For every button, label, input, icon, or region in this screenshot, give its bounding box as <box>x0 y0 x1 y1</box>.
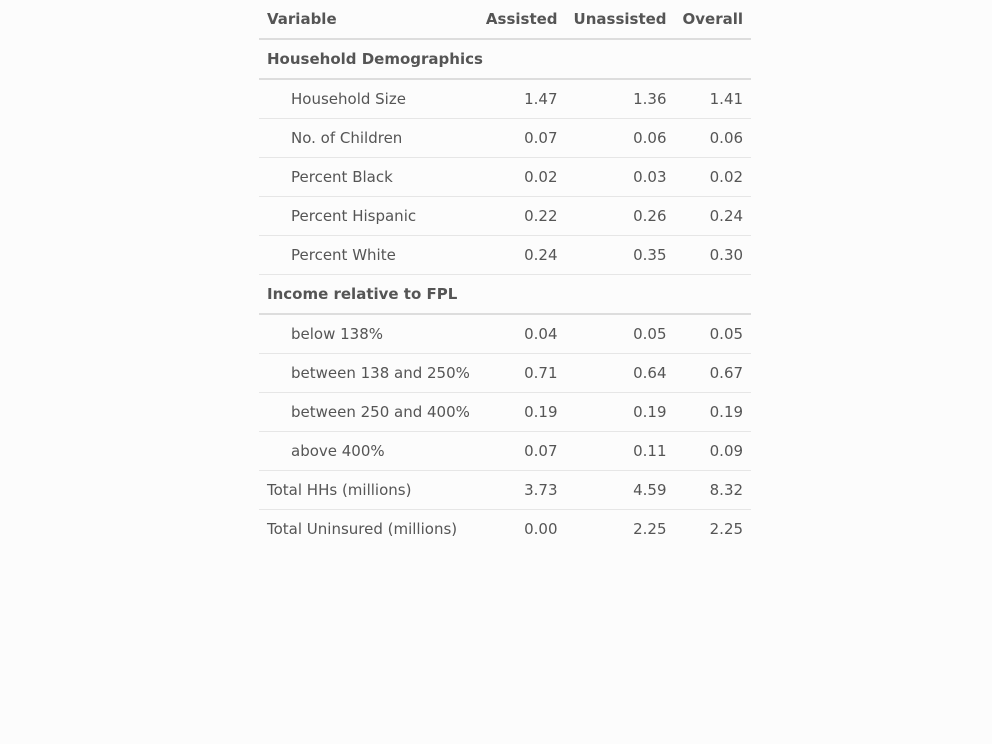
row-label: between 138 and 250% <box>259 354 478 393</box>
cell-unassisted: 0.03 <box>566 158 675 197</box>
cell-unassisted: 0.64 <box>566 354 675 393</box>
cell-assisted: 0.07 <box>478 432 566 471</box>
cell-assisted: 0.04 <box>478 314 566 354</box>
header-assisted: Assisted <box>478 0 566 39</box>
cell-overall: 0.67 <box>675 354 752 393</box>
row-label: Percent Black <box>259 158 478 197</box>
group-row-household <box>259 39 751 79</box>
cell-overall: 2.25 <box>709 520 744 538</box>
cell-assisted: 0.22 <box>478 197 566 236</box>
row-label: No. of Children <box>259 119 478 158</box>
table-row <box>259 393 751 432</box>
header-variable: Variable <box>259 0 478 39</box>
cell-assisted: 0.07 <box>478 119 566 158</box>
header-unassisted: Unassisted <box>566 0 675 39</box>
group-label-household: Household Demographics <box>259 39 751 79</box>
table-row <box>259 158 751 197</box>
cell-overall: 0.09 <box>675 432 752 471</box>
cell-assisted: 3.73 <box>478 471 566 510</box>
cell-overall: 0.02 <box>675 158 752 197</box>
table-row <box>259 79 751 119</box>
table-row <box>259 197 751 236</box>
table-row <box>259 510 751 549</box>
cell-unassisted: 0.06 <box>566 119 675 158</box>
table-row <box>259 471 751 510</box>
table-header <box>259 0 751 39</box>
cell-overall: 0.06 <box>675 119 752 158</box>
table-row <box>259 314 751 354</box>
cell-unassisted: 0.35 <box>566 236 675 275</box>
row-label: between 250 and 400% <box>259 393 478 432</box>
summary-table <box>259 0 751 548</box>
row-label: Percent Hispanic <box>259 197 478 236</box>
row-label: Total Uninsured (millions) <box>267 520 458 538</box>
header-row <box>259 0 751 39</box>
row-label: above 400% <box>259 432 478 471</box>
cell-assisted: 0.19 <box>478 393 566 432</box>
table-row <box>259 236 751 275</box>
cell-overall: 0.30 <box>675 236 752 275</box>
cell-unassisted: 0.05 <box>566 314 675 354</box>
cell-unassisted: 2.25 <box>633 520 667 538</box>
cell-assisted: 0.02 <box>478 158 566 197</box>
group-label-income: Income relative to FPL <box>259 275 751 315</box>
cell-unassisted: 1.36 <box>566 79 675 119</box>
cell-overall: 0.05 <box>675 314 752 354</box>
summary-table-container <box>259 0 744 548</box>
group-row-income <box>259 275 751 315</box>
table-row <box>259 354 751 393</box>
cell-unassisted: 0.19 <box>566 393 675 432</box>
cell-unassisted: 0.26 <box>566 197 675 236</box>
row-label: Total HHs (millions) <box>259 471 478 510</box>
cell-assisted: 0.00 <box>524 520 558 538</box>
header-overall: Overall <box>675 0 752 39</box>
table-body <box>259 39 751 548</box>
cell-overall: 1.41 <box>675 79 752 119</box>
row-label: Household Size <box>259 79 478 119</box>
table-row <box>259 432 751 471</box>
row-label: below 138% <box>259 314 478 354</box>
cell-unassisted: 4.59 <box>566 471 675 510</box>
cell-assisted: 0.24 <box>478 236 566 275</box>
cell-overall: 0.24 <box>675 197 752 236</box>
table-row <box>259 119 751 158</box>
cell-assisted: 0.71 <box>478 354 566 393</box>
cell-overall: 0.19 <box>675 393 752 432</box>
cell-unassisted: 0.11 <box>566 432 675 471</box>
cell-overall: 8.32 <box>675 471 752 510</box>
cell-assisted: 1.47 <box>478 79 566 119</box>
row-label: Percent White <box>259 236 478 275</box>
